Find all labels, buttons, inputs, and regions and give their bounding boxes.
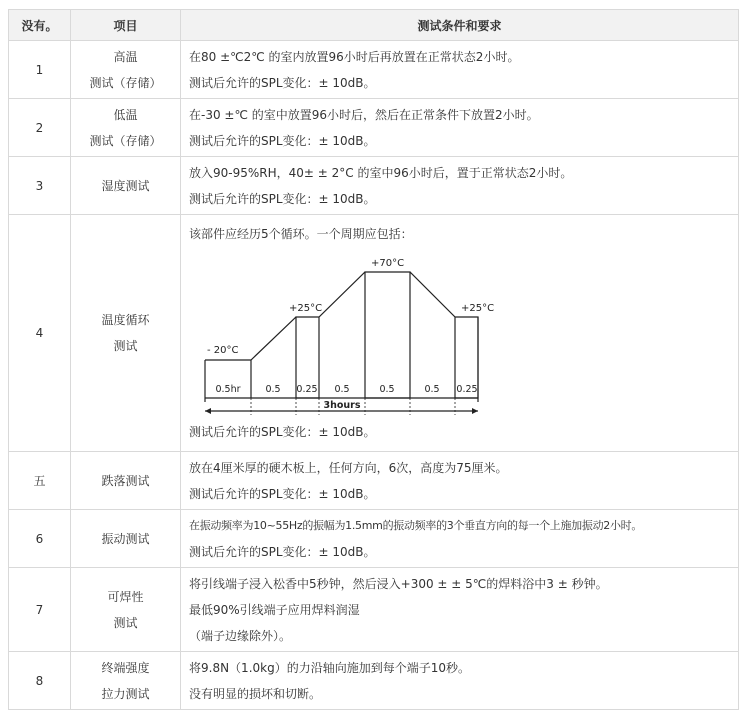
cycle-profile-line [205, 272, 478, 398]
condition-text: 在-30 ±℃ 的室中放置96小时后，然后在正常条件下放置2小时。 [189, 107, 539, 122]
row-conditions [181, 652, 739, 710]
row-item [71, 568, 181, 652]
row-conditions [181, 568, 739, 652]
condition-text: 测试后允许的SPL变化：± 10dB。 [189, 425, 376, 439]
table-row [9, 99, 739, 157]
item-text: 高温 [113, 49, 138, 64]
item-text: 跌落测试 [101, 473, 150, 488]
level-label-mid-right: +25°C [461, 303, 495, 314]
segment-label: 0.25 [296, 384, 318, 395]
table-row [9, 452, 739, 510]
condition-text: 测试后允许的SPL变化：± 10dB。 [189, 544, 376, 559]
segment-label: 0.5hr [215, 384, 241, 395]
item-text: 终端强度 [101, 660, 150, 675]
header-item: 项目 [71, 10, 181, 41]
condition-text: 将9.8N（1.0kg）的力沿轴向施加到每个端子10秒。 [189, 660, 470, 675]
row-number: 五 [9, 452, 71, 510]
row-conditions [181, 157, 739, 215]
level-label-high: +70°C [371, 258, 405, 269]
condition-text: 将引线端子浸入松香中5秒钟，然后浸入+300 ± ± 5℃的焊料浴中3 ± 秒钟。 [189, 576, 608, 591]
segment-label: 0.25 [456, 384, 478, 395]
row-item [71, 41, 181, 99]
condition-text: 该部件应经历5个循环。一个周期应包括： [189, 227, 413, 241]
row-conditions [181, 510, 739, 568]
table-row [9, 157, 739, 215]
row-number: 8 [9, 652, 71, 710]
item-text: 拉力测试 [101, 686, 150, 701]
item-text: 低温 [113, 107, 138, 122]
table-row [9, 568, 739, 652]
condition-text: 测试后允许的SPL变化：± 10dB。 [189, 486, 376, 501]
row-item [71, 510, 181, 568]
temperature-cycle-diagram [189, 247, 495, 419]
row-conditions [181, 452, 739, 510]
condition-text: 在80 ±℃2℃ 的室内放置96小时后再放置在正常状态2小时。 [189, 49, 520, 64]
row-number: 3 [9, 157, 71, 215]
row-item [71, 99, 181, 157]
item-text: 测试 [113, 615, 138, 630]
row-number: 7 [9, 568, 71, 652]
item-text: 测试 [113, 339, 138, 353]
table-row [9, 41, 739, 99]
segment-label: 0.5 [265, 384, 281, 395]
item-text: 湿度测试 [101, 178, 150, 193]
table-row [9, 215, 739, 452]
header-no: 没有。 [9, 10, 71, 41]
condition-text: 没有明显的损坏和切断。 [189, 686, 322, 701]
condition-text: 测试后允许的SPL变化：± 10dB。 [189, 133, 376, 148]
row-conditions [181, 99, 739, 157]
level-label-low: - 20°C [207, 345, 239, 356]
row-number: 2 [9, 99, 71, 157]
item-text: 测试（存储） [89, 75, 162, 90]
test-conditions-table [8, 9, 739, 710]
row-number: 6 [9, 510, 71, 568]
total-duration-label: 3hours [323, 400, 361, 411]
row-number: 4 [9, 215, 71, 452]
condition-text: 测试后允许的SPL变化：± 10dB。 [189, 75, 376, 90]
segment-label: 0.5 [334, 384, 350, 395]
row-item [71, 452, 181, 510]
item-text: 温度循环 [101, 313, 150, 327]
table-row [9, 510, 739, 568]
table-header-row [9, 10, 739, 41]
condition-text: 放入90-95%RH，40± ± 2°C 的室中96小时后，置于正常状态2小时。 [189, 165, 573, 180]
item-text: 测试（存储） [89, 133, 162, 148]
condition-text: 放在4厘米厚的硬木板上，任何方向，6次，高度为75厘米。 [189, 460, 508, 475]
row-conditions [181, 41, 739, 99]
table-row [9, 652, 739, 710]
segment-label: 0.5 [379, 384, 395, 395]
condition-text: 最低90%引线端子应用焊料润湿 [189, 602, 360, 617]
condition-text: 测试后允许的SPL变化：± 10dB。 [189, 191, 376, 206]
condition-text: 在振动频率为10~55Hz的振幅为1.5mm的振动频率的3个垂直方向的每一个上施加振动2小时。 [189, 518, 643, 532]
row-number: 1 [9, 41, 71, 99]
header-conditions: 测试条件和要求 [181, 10, 739, 41]
segment-label: 0.5 [424, 384, 440, 395]
item-text: 振动测试 [101, 531, 150, 546]
row-item [71, 157, 181, 215]
condition-text: （端子边缘除外）。 [189, 628, 292, 643]
level-label-mid-left: +25°C [289, 303, 323, 314]
item-text: 可焊性 [107, 589, 144, 604]
row-conditions [181, 215, 739, 452]
row-item [71, 215, 181, 452]
row-item [71, 652, 181, 710]
